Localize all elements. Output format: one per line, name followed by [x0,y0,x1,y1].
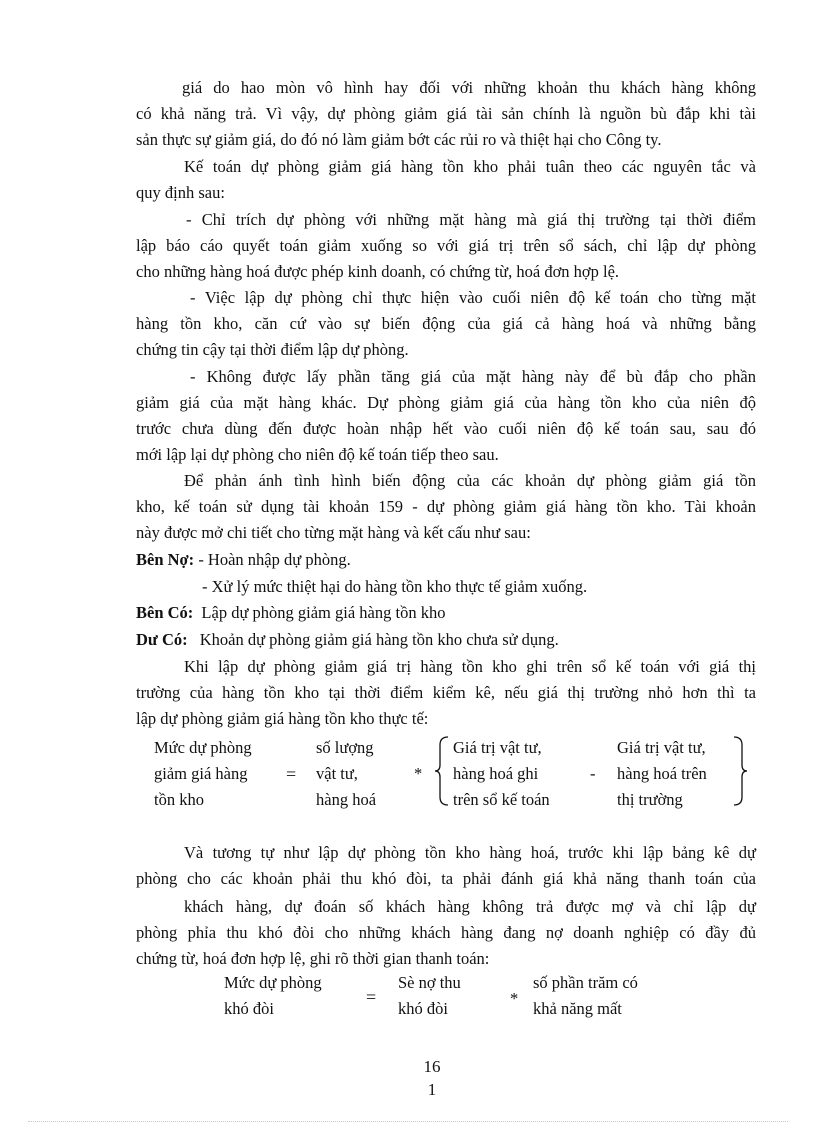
du-co-label: Dư Có: [136,630,188,649]
p8-line-1: Và tương tự như lập dự phòng tồn kho hàng hoá, trước khi lập bảng kê dự [184,843,756,862]
du-co-text: Khoản dự phòng giảm giá hàng tồn kho chưa sử dụng. [199,630,559,649]
formula2-times: * [510,989,519,1008]
ben-co-label: Bên Có: [136,603,194,622]
p2-line-1: Kế toán dự phòng giảm giá hàng tồn kho phải tuân theo các nguyên tắc và [184,157,756,176]
formula2-col3: số phần trăm có khả năng mất [533,973,638,1018]
p5-line-1: - Không được lấy phần tăng giá của mặt hàng này để bù đắp cho phần [190,367,756,386]
formula1-col3: Giá trị vật tư, hàng hoá ghi trên sổ kế toán [453,738,550,809]
p1-line-2: có khả năng trả. Vì vậy, dự phòng giảm giá tài sản chính là nguồn bù đắp khi tài [136,104,756,123]
ben-no-text: - Hoàn nhập dự phòng. [198,550,351,569]
p1-line-3: sản thực sự giảm giá, do đó nó làm giảm bớt các rủi ro và thiệt hại cho Công ty. [136,130,662,149]
formula2-col1: Mức dự phòng khó đòi [224,973,322,1018]
page-sub-number: 1 [427,1080,437,1099]
p9-line-2: phòng phỉa thu khó đòi cho những khách hàng đang nợ doanh nghiệp có đầy đủ [136,923,756,942]
page-number: 16 [423,1057,441,1076]
right-brace-shape [730,735,750,807]
p8-line-2: phòng cho các khoản phải thu khó đòi, ta phải đánh giá khả năng thanh toán của [136,869,756,888]
p6-line-2: kho, kế toán sử dụng tài khoản 159 - dự phòng giảm giá hàng tồn kho. Tài khoản [136,497,756,516]
du-co-row [136,630,559,650]
p5-line-4: mới lập lại dự phòng cho niên độ kế toán tiếp theo sau. [136,445,499,464]
footer-divider [28,1121,788,1122]
ben-no-text-2: - Xử lý mức thiệt hại do hàng tồn kho thực tế giảm xuống. [202,577,588,596]
formula1-col1: Mức dự phòng giảm giá hàng tồn kho [154,738,252,809]
p9-line-3: chứng từ, hoá đơn hợp lệ, ghi rõ thời gian thanh toán: [136,949,490,968]
formula2-equals: = [366,987,377,1007]
p6-line-3: này được mở chi tiết cho từng mặt hàng và kết cấu như sau: [136,523,531,542]
formula1-minus: - [590,764,596,783]
p9-line-1: khách hàng, dự đoán số khách hàng không trả được mợ và chỉ lập dự [184,897,756,916]
formula1-times: * [414,764,423,783]
ben-co-text: Lập dự phòng giảm giá hàng tồn kho [201,603,446,622]
p6-line-1: Để phản ánh tình hình biến động của các khoản dự phòng giảm giá tồn [184,471,756,490]
p1-line-1: giá do hao mòn vô hình hay đối với những khoản thu khách hàng không [182,78,756,97]
formula1-col2: số lượng vật tư, hàng hoá [316,738,377,809]
left-brace-shape [432,735,452,807]
p7-line-2: trường của hàng tồn kho tại thời điểm kiểm kê, nếu giá thị trường nhỏ hơn thì ta [136,683,756,702]
p7-line-1: Khi lập dự phòng giảm giá trị hàng tồn kho ghi trên sổ kế toán với giá thị [184,657,756,676]
ben-co-row [136,603,445,623]
formula2-col2: Sè nợ thu khó đòi [398,973,461,1018]
formula1-col4: Giá trị vật tư, hàng hoá trên thị trường [617,738,707,809]
p4-line-1: - Việc lập dự phòng chỉ thực hiện vào cuối niên độ kế toán cho từng mặt [190,288,756,307]
p7-line-3: lập dự phòng giảm giá hàng tồn kho thực tế: [136,709,429,728]
p4-line-2: hàng tồn kho, căn cứ vào sự biến động của giá cả hàng hoá và những bằng [136,314,756,333]
p2-line-2: quy định sau: [136,183,225,202]
p5-line-3: trước chưa dùng đến được hoàn nhập hết vào cuối niên độ kế toán sau, sau đó [136,419,756,438]
p3-line-1: - Chỉ trích dự phòng với những mặt hàng mà giá thị trường tại thời điểm [186,210,756,229]
formula1-equals: = [286,764,297,784]
p5-line-2: giảm giá của mặt hàng khác. Dự phòng giảm giá của hàng tồn kho của niên độ [136,393,756,412]
ben-no-label: Bên Nợ: [136,550,195,569]
p4-line-3: chứng tin cậy tại thời điểm lập dự phòng. [136,340,409,359]
p3-line-2: lập báo cáo quyết toán giảm xuống so với giá trị trên sổ sách, chỉ lập dự phòng [136,236,756,255]
ben-no-row [136,550,351,570]
p3-line-3: cho những hàng hoá được phép kinh doanh, có chứng từ, hoá đơn hợp lệ. [136,262,620,281]
